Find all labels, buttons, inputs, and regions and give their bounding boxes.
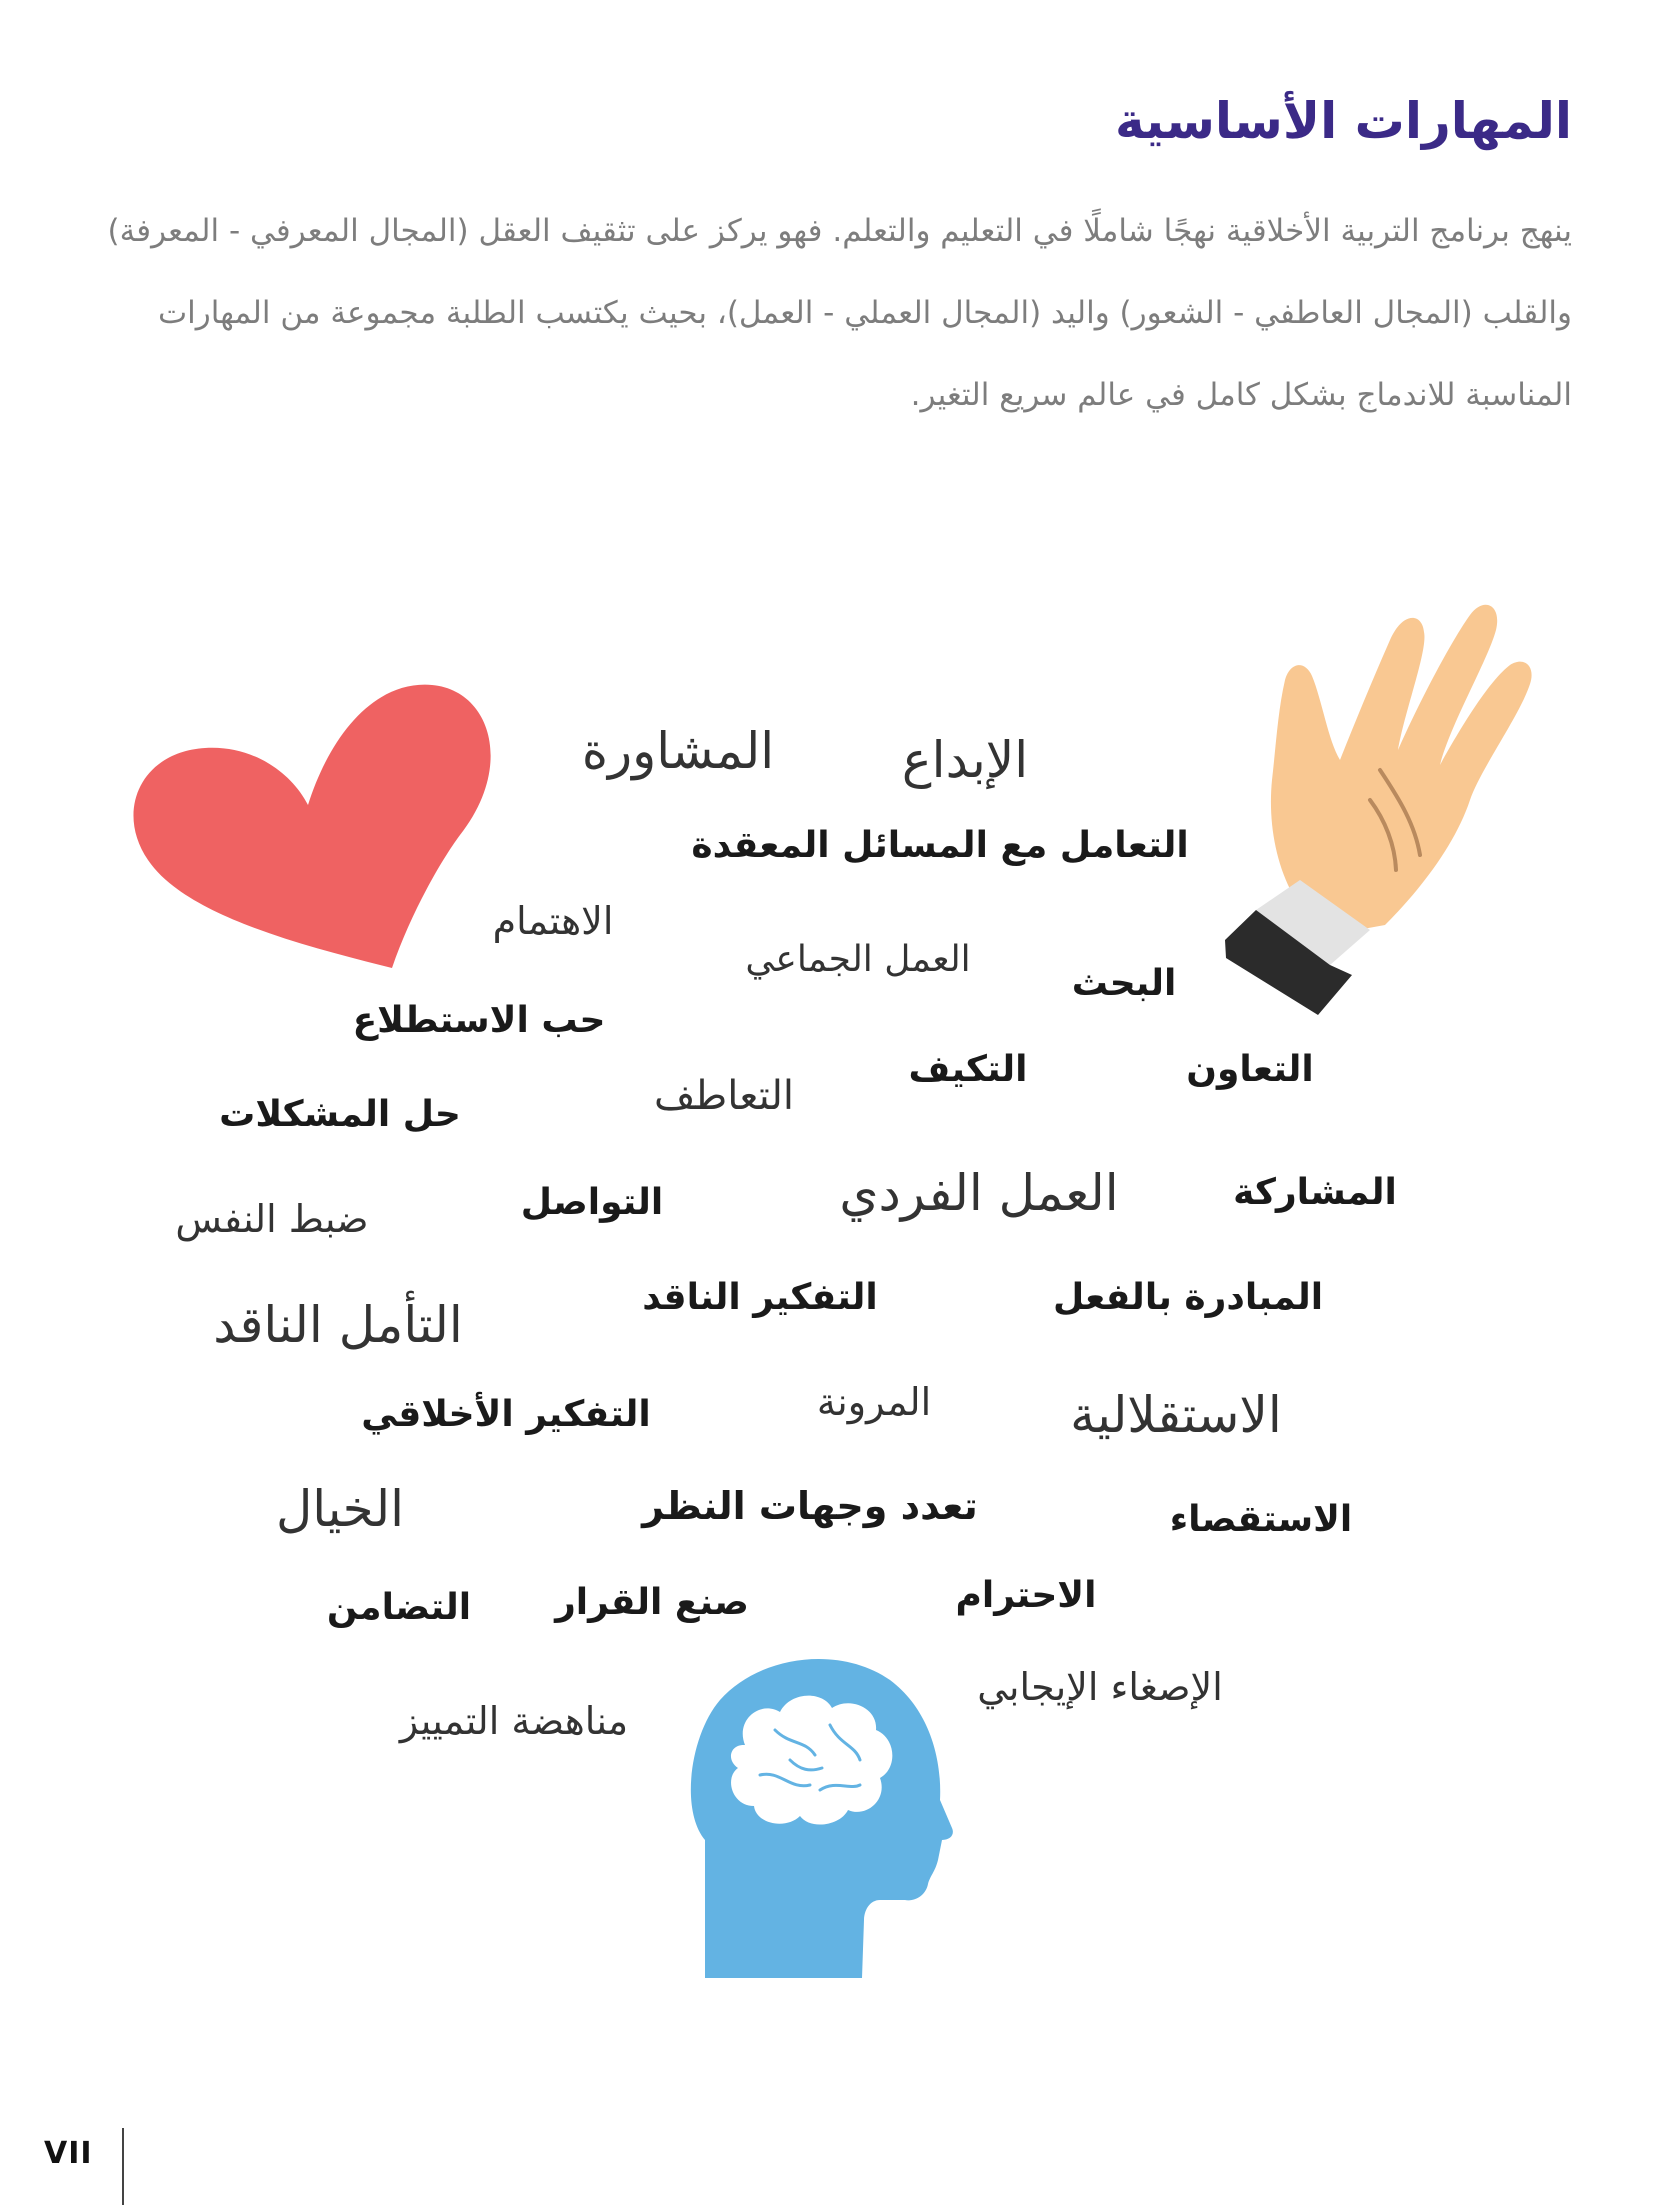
page-number: VII	[44, 2136, 93, 2171]
intro-line-1: ينهج برنامج التربية الأخلاقية نهجًا شاملًا في التعليم والتعلم. فهو يركز على تثقيف العقل (المجال المعرفي - المعرفة)	[107, 213, 1572, 249]
skill-ethical-thinking: التفكير الأخلاقي	[361, 1394, 651, 1435]
skill-empathy: التعاطف	[653, 1073, 795, 1119]
skill-solidarity: التضامن	[326, 1587, 472, 1628]
page-margin-rule	[122, 2128, 124, 2205]
skill-respect: الاحترام	[955, 1575, 1097, 1616]
skill-critical-reflection: التأمل الناقد	[213, 1296, 463, 1354]
skill-investigation: الاستقصاء	[1169, 1499, 1353, 1540]
skill-curiosity: حب الاستطلاع	[352, 1000, 606, 1041]
skill-problem-solving: حل المشكلات	[219, 1094, 461, 1135]
skill-research: البحث	[1071, 963, 1177, 1004]
hand-icon	[1225, 605, 1532, 1015]
intro-line-3: المناسبة للاندماج بشكل كامل في عالم سريع التغير.	[910, 377, 1572, 413]
skill-communication: التواصل	[520, 1182, 664, 1223]
skill-imagination: الخيال	[275, 1480, 405, 1538]
skill-individual-work: العمل الفردي	[839, 1164, 1119, 1222]
skill-active-listening: الإصغاء الإيجابي	[977, 1665, 1223, 1709]
heart-icon	[133, 685, 490, 968]
skill-cooperation: التعاون	[1186, 1049, 1314, 1090]
skill-anti-discrimination: مناهضة التمييز	[399, 1699, 629, 1743]
skill-participation: المشاركة	[1233, 1172, 1397, 1213]
skill-independence: الاستقلالية	[1070, 1386, 1282, 1444]
skill-creativity: الإبداع	[901, 731, 1029, 789]
skill-complex-issues: التعامل مع المسائل المعقدة	[691, 825, 1189, 866]
skill-care: الاهتمام	[492, 899, 614, 943]
skill-consultation: المشاورة	[581, 722, 775, 780]
head-brain-icon	[691, 1659, 953, 1978]
skill-critical-thinking: التفكير الناقد	[642, 1277, 878, 1318]
intro-line-2: والقلب (المجال العاطفي - الشعور) واليد (المجال العملي - العمل)، بحيث يكتسب الطلبة مجموعة من المهارات	[157, 295, 1572, 331]
skill-adaptation: التكيف	[908, 1049, 1028, 1090]
skill-self-control: ضبط النفس	[175, 1197, 369, 1241]
skill-teamwork: العمل الجماعي	[745, 939, 971, 980]
skill-decision-making: صنع القرار	[555, 1582, 749, 1623]
skill-flexibility: المرونة	[816, 1380, 932, 1424]
skill-initiative: المبادرة بالفعل	[1052, 1277, 1324, 1318]
section-title: المهارات الأساسية	[1114, 92, 1572, 150]
skill-multiple-perspectives: تعدد وجهات النظر	[642, 1484, 978, 1528]
